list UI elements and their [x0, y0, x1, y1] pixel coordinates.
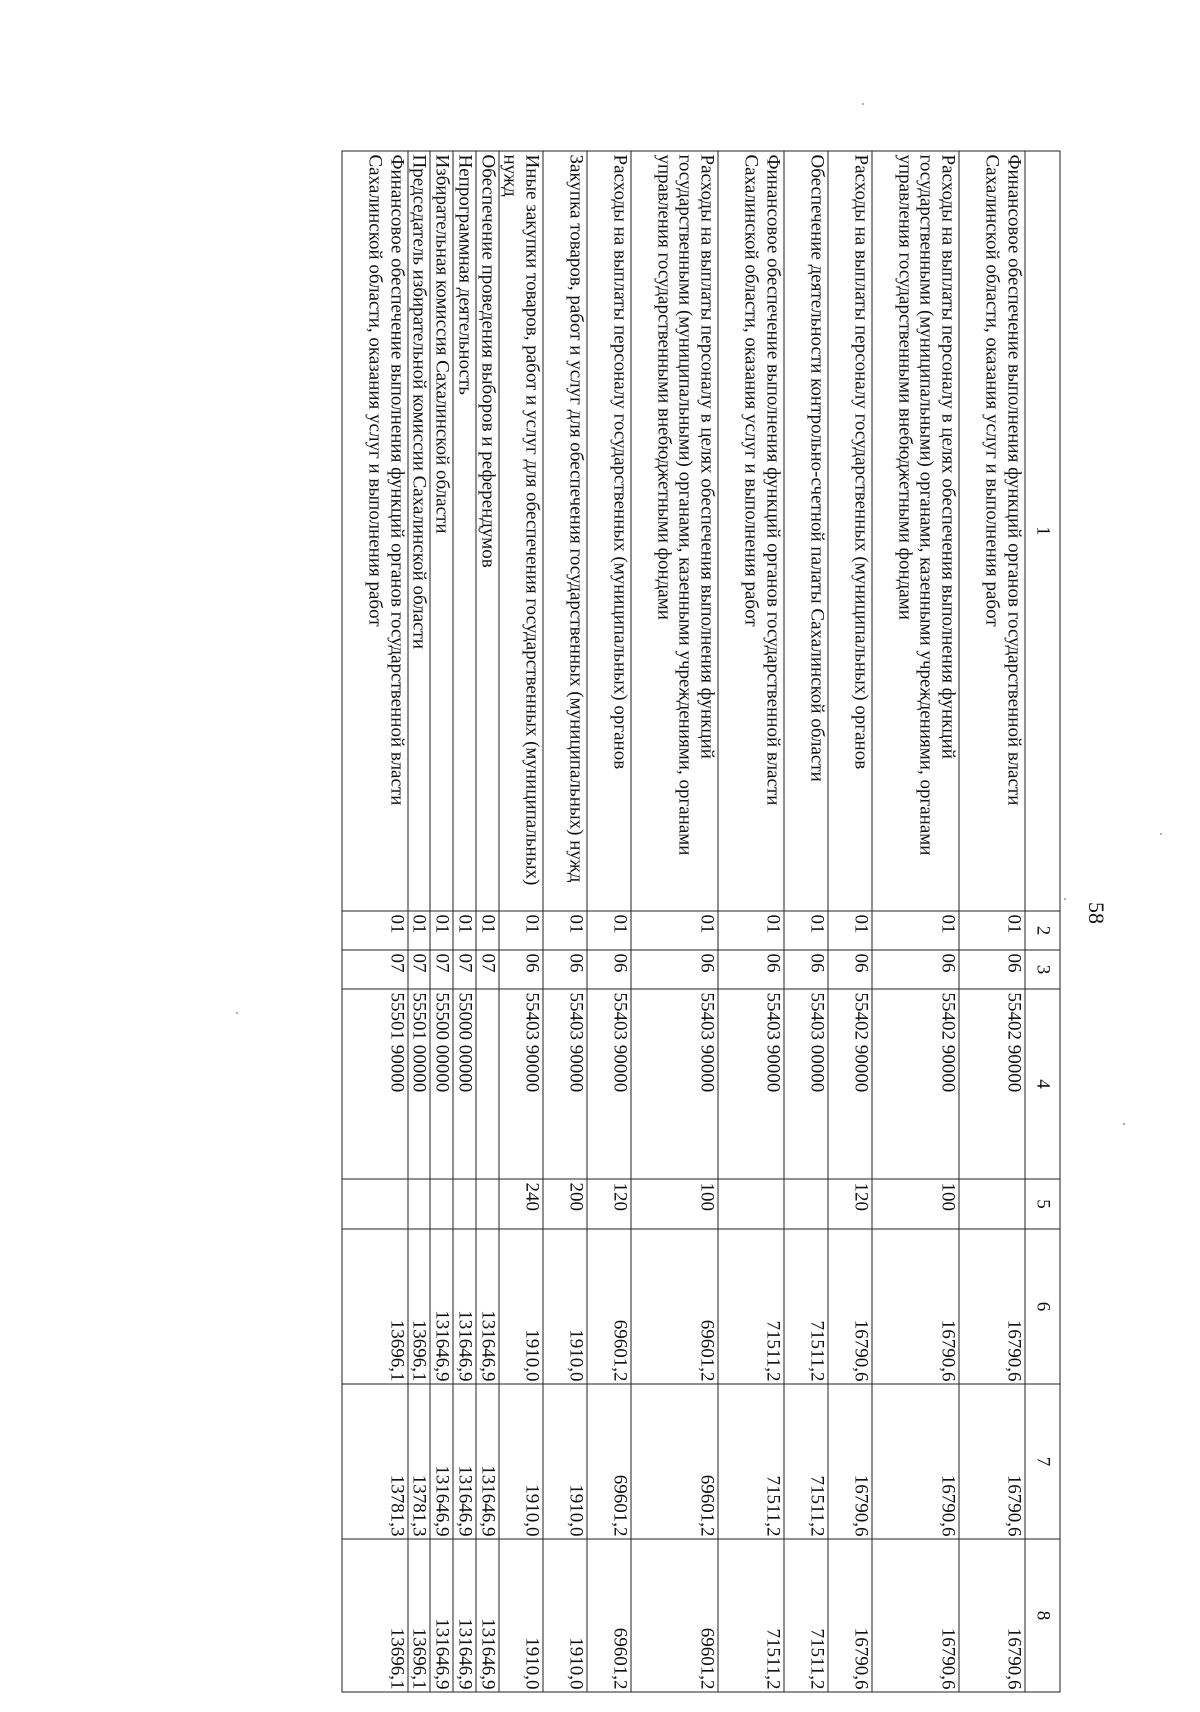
row-name: Обеспечение деятельности контрольно-счетной палаты Сахалинской области — [784, 151, 828, 911]
table-row — [498, 151, 542, 1692]
table-row — [430, 151, 453, 1692]
expense-type-code — [453, 1179, 476, 1229]
scan-speck — [862, 103, 864, 105]
expense-type-code — [475, 1179, 498, 1229]
section-code: 01 — [453, 911, 476, 950]
subsection-code: 07 — [475, 950, 498, 989]
section-code: 01 — [959, 911, 1025, 950]
amount-col-8: 13696,1 — [341, 1539, 407, 1692]
amount-col-8: 131646,9 — [453, 1539, 476, 1692]
amount-col-6: 131646,9 — [475, 1229, 498, 1384]
subsection-code: 06 — [543, 950, 587, 989]
expense-type-code — [718, 1179, 784, 1229]
expense-type-code: 240 — [498, 1179, 542, 1229]
budget-table — [341, 151, 1060, 1693]
expense-type-code — [341, 1179, 407, 1229]
subsection-code: 06 — [587, 950, 631, 989]
target-article-code: 55403 00000 — [784, 989, 828, 1179]
section-code: 01 — [475, 911, 498, 950]
target-article-code: 55402 90000 — [828, 989, 872, 1179]
row-name: Непрограммная деятельность — [453, 151, 476, 911]
section-code: 01 — [587, 911, 631, 950]
page-number: 58 — [1084, 902, 1109, 924]
target-article-code: 55500 00000 — [430, 989, 453, 1179]
amount-col-7: 131646,9 — [475, 1384, 498, 1539]
section-code: 01 — [543, 911, 587, 950]
column-header: 3 — [1025, 950, 1060, 989]
subsection-code: 06 — [631, 950, 718, 989]
table-row — [587, 151, 631, 1692]
target-article-code: 55501 90000 — [341, 989, 407, 1179]
target-article-code — [475, 989, 498, 1179]
amount-col-6: 131646,9 — [453, 1229, 476, 1384]
scan-speck — [1123, 1123, 1125, 1125]
subsection-code: 06 — [959, 950, 1025, 989]
amount-col-7: 1910,0 — [543, 1384, 587, 1539]
amount-col-7: 13781,3 — [341, 1384, 407, 1539]
amount-col-7: 1910,0 — [498, 1384, 542, 1539]
expense-type-code — [784, 1179, 828, 1229]
amount-col-8: 131646,9 — [475, 1539, 498, 1692]
subsection-code: 07 — [430, 950, 453, 989]
amount-col-8: 16790,6 — [959, 1539, 1025, 1692]
amount-col-8: 13696,1 — [407, 1539, 430, 1692]
amount-col-6: 13696,1 — [407, 1229, 430, 1384]
table-row — [784, 151, 828, 1692]
amount-col-7: 71511,2 — [718, 1384, 784, 1539]
column-header: 4 — [1025, 989, 1060, 1179]
column-header: 7 — [1025, 1384, 1060, 1539]
expense-type-code — [430, 1179, 453, 1229]
section-code: 01 — [718, 911, 784, 950]
target-article-code: 55403 90000 — [718, 989, 784, 1179]
amount-col-8: 69601,2 — [631, 1539, 718, 1692]
subsection-code: 06 — [718, 950, 784, 989]
table-row — [718, 151, 784, 1692]
target-article-code: 55403 90000 — [631, 989, 718, 1179]
target-article-code: 55000 00000 — [453, 989, 476, 1179]
subsection-code: 07 — [341, 950, 407, 989]
expense-type-code: 120 — [828, 1179, 872, 1229]
amount-col-6: 71511,2 — [784, 1229, 828, 1384]
section-code: 01 — [872, 911, 959, 950]
target-article-code: 55501 00000 — [407, 989, 430, 1179]
target-article-code: 55403 90000 — [498, 989, 542, 1179]
amount-col-6: 69601,2 — [631, 1229, 718, 1384]
amount-col-6: 16790,6 — [959, 1229, 1025, 1384]
row-name: Расходы на выплаты персоналу в целях обеспечения выполнения функций государственными (муниципальными) органами, казенными учреждениями, органами управления государственными внебюджетными фондами — [631, 151, 718, 911]
table-row — [407, 151, 430, 1692]
amount-col-8: 131646,9 — [430, 1539, 453, 1692]
amount-col-6: 16790,6 — [872, 1229, 959, 1384]
expense-type-code: 200 — [543, 1179, 587, 1229]
expense-type-code: 100 — [872, 1179, 959, 1229]
amount-col-8: 16790,6 — [872, 1539, 959, 1692]
column-header: 6 — [1025, 1229, 1060, 1384]
row-name: Избирательная комиссия Сахалинской области — [430, 151, 453, 911]
amount-col-6: 69601,2 — [587, 1229, 631, 1384]
section-code: 01 — [498, 911, 542, 950]
section-code: 01 — [407, 911, 430, 950]
row-name: Председатель избирательной комиссии Сахалинской области — [407, 151, 430, 911]
target-article-code: 55402 90000 — [959, 989, 1025, 1179]
table-row — [959, 151, 1025, 1692]
scan-speck — [1064, 898, 1066, 900]
table-row — [631, 151, 718, 1692]
scan-speck — [236, 1012, 238, 1014]
table-row — [872, 151, 959, 1692]
subsection-code: 06 — [872, 950, 959, 989]
subsection-code: 07 — [453, 950, 476, 989]
column-header: 1 — [1025, 151, 1060, 911]
table-row — [828, 151, 872, 1692]
amount-col-6: 1910,0 — [498, 1229, 542, 1384]
amount-col-7: 131646,9 — [430, 1384, 453, 1539]
amount-col-6: 71511,2 — [718, 1229, 784, 1384]
amount-col-7: 16790,6 — [959, 1384, 1025, 1539]
column-header: 8 — [1025, 1539, 1060, 1692]
table-row — [475, 151, 498, 1692]
amount-col-7: 69601,2 — [631, 1384, 718, 1539]
amount-col-6: 16790,6 — [828, 1229, 872, 1384]
amount-col-7: 16790,6 — [828, 1384, 872, 1539]
amount-col-8: 71511,2 — [718, 1539, 784, 1692]
expense-type-code — [959, 1179, 1025, 1229]
scan-speck — [1160, 833, 1162, 835]
amount-col-7: 71511,2 — [784, 1384, 828, 1539]
target-article-code: 55402 90000 — [872, 989, 959, 1179]
amount-col-8: 1910,0 — [543, 1539, 587, 1692]
target-article-code: 55403 90000 — [543, 989, 587, 1179]
section-code: 01 — [631, 911, 718, 950]
subsection-code: 06 — [784, 950, 828, 989]
amount-col-6: 1910,0 — [543, 1229, 587, 1384]
amount-col-6: 13696,1 — [341, 1229, 407, 1384]
row-name: Финансовое обеспечение выполнения функций органов государственной власти Сахалинской области, оказания услуг и выполнения работ — [959, 151, 1025, 911]
row-name: Финансовое обеспечение выполнения функций органов государственной власти Сахалинской области, оказания услуг и выполнения работ — [718, 151, 784, 911]
row-name: Расходы на выплаты персоналу в целях обеспечения выполнения функций государственными (муниципальными) органами, казенными учреждениями, органами управления государственными внебюджетными фондами — [872, 151, 959, 911]
row-name: Расходы на выплаты персоналу государственных (муниципальных) органов — [587, 151, 631, 911]
target-article-code: 55403 90000 — [587, 989, 631, 1179]
amount-col-8: 69601,2 — [587, 1539, 631, 1692]
amount-col-7: 16790,6 — [872, 1384, 959, 1539]
section-code: 01 — [828, 911, 872, 950]
subsection-code: 06 — [498, 950, 542, 989]
table-row — [453, 151, 476, 1692]
row-name: Обеспечение проведения выборов и референдумов — [475, 151, 498, 911]
subsection-code: 06 — [828, 950, 872, 989]
amount-col-6: 131646,9 — [430, 1229, 453, 1384]
amount-col-8: 16790,6 — [828, 1539, 872, 1692]
amount-col-8: 71511,2 — [784, 1539, 828, 1692]
row-name: Финансовое обеспечение выполнения функций органов государственной власти Сахалинской области, оказания услуг и выполнения работ — [341, 151, 407, 911]
row-name: Расходы на выплаты персоналу государственных (муниципальных) органов — [828, 151, 872, 911]
amount-col-7: 131646,9 — [453, 1384, 476, 1539]
rotated-table-container — [140, 151, 1060, 1692]
amount-col-7: 13781,3 — [407, 1384, 430, 1539]
expense-type-code: 100 — [631, 1179, 718, 1229]
section-code: 01 — [430, 911, 453, 950]
amount-col-7: 69601,2 — [587, 1384, 631, 1539]
expense-type-code — [407, 1179, 430, 1229]
column-header: 5 — [1025, 1179, 1060, 1229]
table-row — [543, 151, 587, 1692]
row-name: Иные закупки товаров, работ и услуг для обеспечения государственных (муниципальных) нужд — [498, 151, 542, 911]
header-row — [1025, 151, 1060, 1692]
expense-type-code: 120 — [587, 1179, 631, 1229]
section-code: 01 — [784, 911, 828, 950]
row-name: Закупка товаров, работ и услуг для обеспечения государственных (муниципальных) нужд — [543, 151, 587, 911]
table-row — [341, 151, 407, 1692]
column-header: 2 — [1025, 911, 1060, 950]
amount-col-8: 1910,0 — [498, 1539, 542, 1692]
subsection-code: 07 — [407, 950, 430, 989]
section-code: 01 — [341, 911, 407, 950]
